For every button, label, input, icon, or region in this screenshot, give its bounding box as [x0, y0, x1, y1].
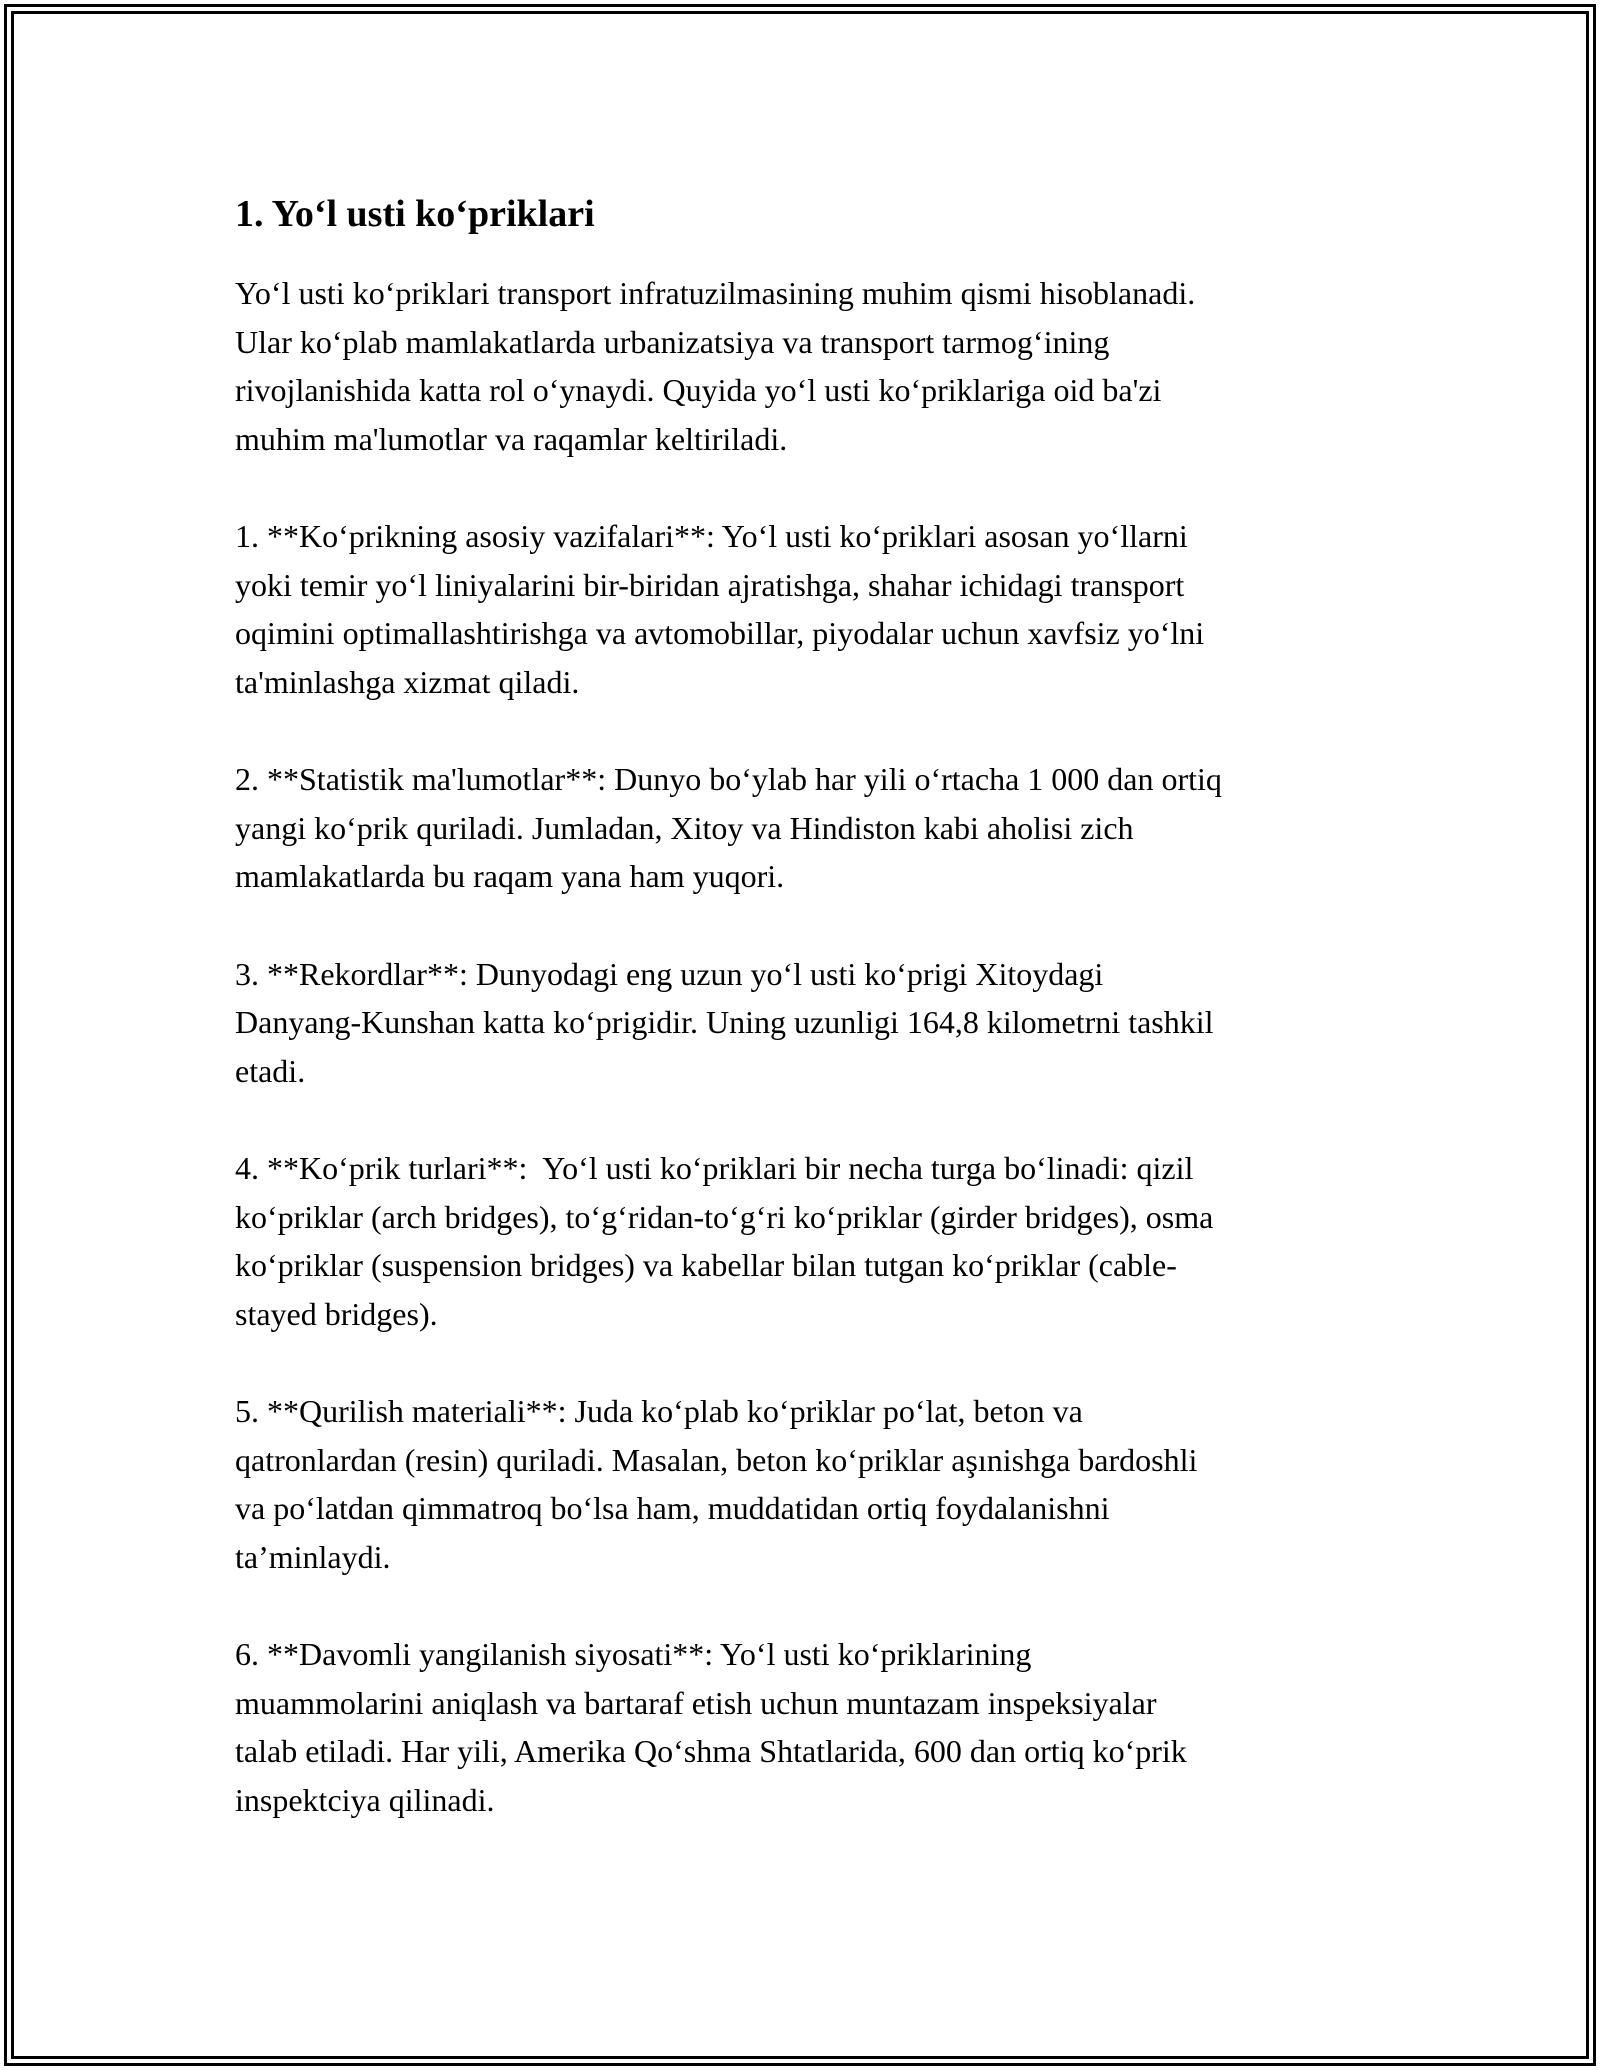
list-item-materials: 5. **Qurilish materiali**: Juda ko‘plab ko‘priklar po‘lat, beton va qatronlardan (resin) quriladi. Masalan, beton ko‘priklar aşınishga bardoshli va po‘latdan qimmatroq bo‘lsa ham, muddatidan ortiq foydalanishni ta’minlaydi. — [235, 1393, 1198, 1575]
intro-paragraph: Yo‘l usti ko‘priklari transport infratuzilmasining muhim qismi hisoblanadi. Ular ko‘plab mamlakatlarda urbanizatsiya va transport tarmog‘ining rivojlanishida katta rol o‘ynaydi. Quyida yo‘l usti ko‘priklariga oid ba'zi muhim ma'lumotlar va raqamlar keltiriladi. — [235, 275, 1196, 457]
list-item-statistics: 2. **Statistik ma'lumotlar**: Dunyo bo‘ylab har yili o‘rtacha 1 000 dan ortiq yangi ko‘prik quriladi. Jumladan, Xitoy va Hindiston kabi aholisi zich mamlakatlarda bu raqam yana ham yuqori. — [235, 761, 1222, 894]
list-item-renewal-policy: 6. **Davomli yangilanish siyosati**: Yo‘l usti ko‘priklarining muammolarini aniqlash va bartaraf etish uchun muntazam inspeksiyalar talab etiladi. Har yili, Amerika Qo‘shma Shtatlarida, 600 dan ortiq ko‘prik inspektciya qilinadi. — [235, 1636, 1187, 1818]
document-title: 1. Yo‘l usti ko‘priklari — [235, 193, 595, 235]
document-body — [235, 185, 1375, 1873]
list-item-records: 3. **Rekordlar**: Dunyodagi eng uzun yo‘l usti ko‘prigi Xitoydagi Danyang-Kunshan katta ko‘prigidir. Uning uzunligi 164,8 kilometrni tashkil etadi. — [235, 955, 1214, 1089]
list-item-functions: 1. **Ko‘prikning asosiy vazifalari**: Yo‘l usti ko‘priklari asosan yo‘llarni yoki temir yo‘l liniyalarini bir-biridan ajratishga, shahar ichidagi transport oqimini optimallashtirishga va avtomobillar, piyodalar uchun xavfsiz yo‘lni ta'minlashga xizmat qiladi. — [235, 518, 1205, 700]
list-item-bridge-types: 4. **Ko‘prik turlari**: Yo‘l usti ko‘priklari bir necha turga bo‘linadi: qizil ko‘priklar (arch bridges), to‘g‘ridan-to‘g‘ri ko‘priklar (girder bridges), osma ko‘priklar (suspension bridges) va kabellar bilan tutgan ko‘priklar (cable- stayed bridges). — [235, 1150, 1214, 1332]
